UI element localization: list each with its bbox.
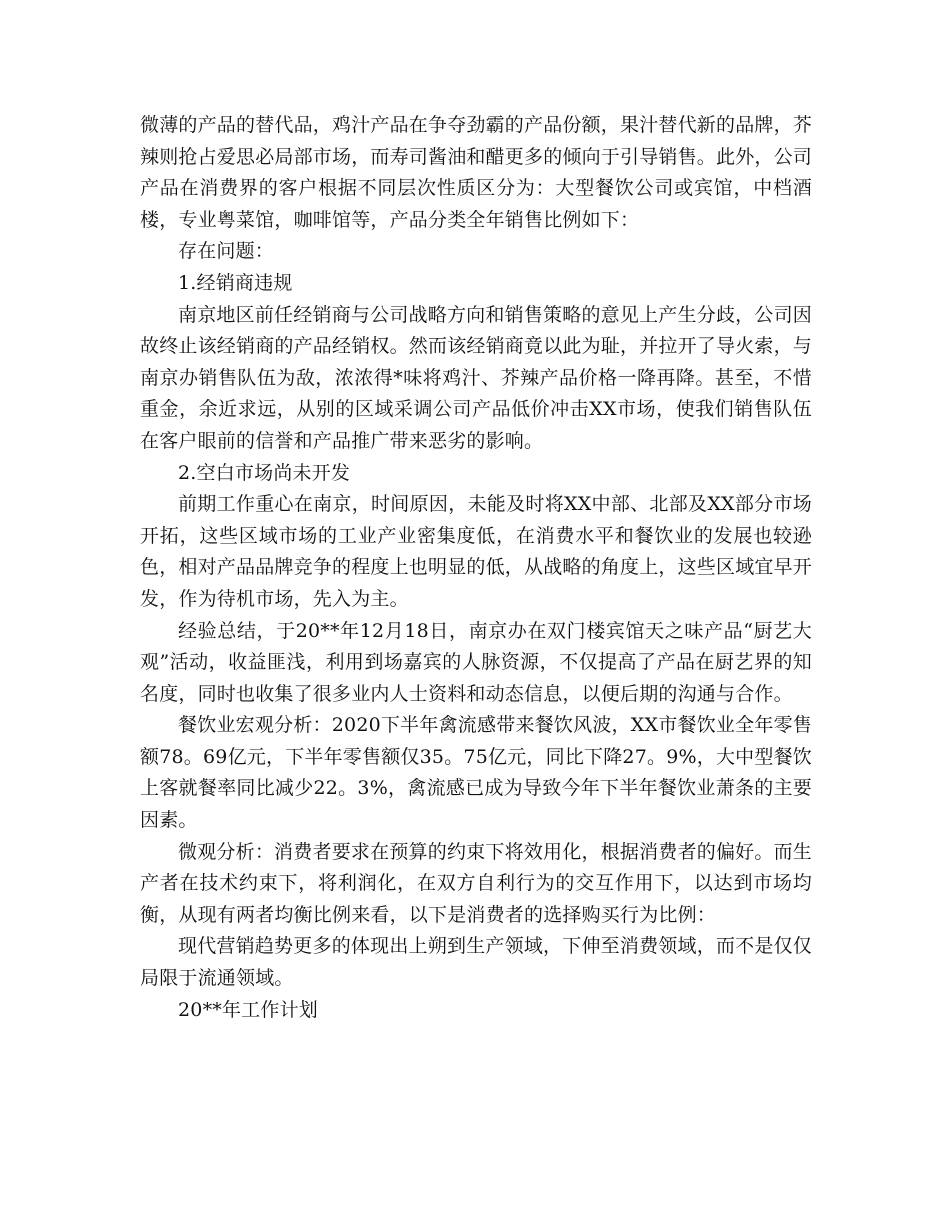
paragraph-micro-analysis: 微观分析：消费者要求在预算的约束下将效用化，根据消费者的偏好。而生产者在技术约束下，将利润化，在双方自利行为的交互作用下，以达到市场均衡，从现有两者均衡比例来看，以下是消费者的选择购买行为比例： (140, 840, 812, 926)
paragraph-dealer-violation: 南京地区前任经销商与公司战略方向和销售策略的意见上产生分歧，公司因故终止该经销商的产品经销权。然而该经销商竟以此为耻，并拉开了导火索，与南京办销售队伍为敌，浓浓得*味将鸡汁、芥辣产品价格一降再降。甚至，不惜重金，余近求远，从别的区域采调公司产品低价冲击XX市场，使我们销售队伍在客户眼前的信誉和产品推广带来恶劣的影响。 (140, 303, 813, 452)
paragraph-experience-summary: 经验总结，于20**年12月18日，南京办在双门楼宾馆天之味产品“厨艺大观”活动，收益匪浅，利用到场嘉宾的人脉资源，不仅提高了产品在厨艺界的知名度，同时也收集了很多业内人士资料和动态信息，以便后期的沟通与合作。 (140, 619, 812, 705)
heading-dealer-violation: 1.经销商违规 (178, 271, 293, 294)
paragraph-marketing-trend: 现代营销趋势更多的体现出上朔到生产领域，下伸至消费领域，而不是仅仅局限于流通领域。 (140, 935, 812, 990)
heading-existing-problems: 存在问题： (178, 240, 275, 263)
paragraph-macro-analysis: 餐饮业宏观分析：2020下半年禽流感带来餐饮风波，XX市餐饮业全年零售额78。69亿元，下半年零售额仅35。75亿元，同比下降27。9%，大中型餐饮上客就餐率同比减少22。3%，禽流感已成为导致今年下半年餐饮业萧条的主要因素。 (140, 714, 812, 832)
heading-undeveloped-market: 2.空白市场尚未开发 (178, 461, 351, 484)
paragraph-undeveloped-market: 前期工作重心在南京，时间原因，未能及时将XX中部、北部及XX部分市场开拓，这些区域市场的工业产业密集度低，在消费水平和餐饮业的发展也较逊色，相对产品品牌竞争的程度上也明显的低，从战略的角度上，这些区域宜早开发，作为待机市场，先入为主。 (140, 493, 813, 610)
heading-work-plan: 20**年工作计划 (178, 998, 318, 1021)
paragraph-product-substitutes: 微薄的产品的替代品，鸡汁产品在争夺劲霸的产品份额，果汁替代新的品牌，芥辣则抢占爱思必局部市场，而寿司酱油和醋更多的倾向于引导销售。此外，公司产品在消费界的客户根据不同层次性质区分为：大型餐饮公司或宾馆，中档酒楼，专业粤菜馆，咖啡馆等，产品分类全年销售比例如下： (140, 114, 813, 231)
document-body (140, 110, 812, 1026)
